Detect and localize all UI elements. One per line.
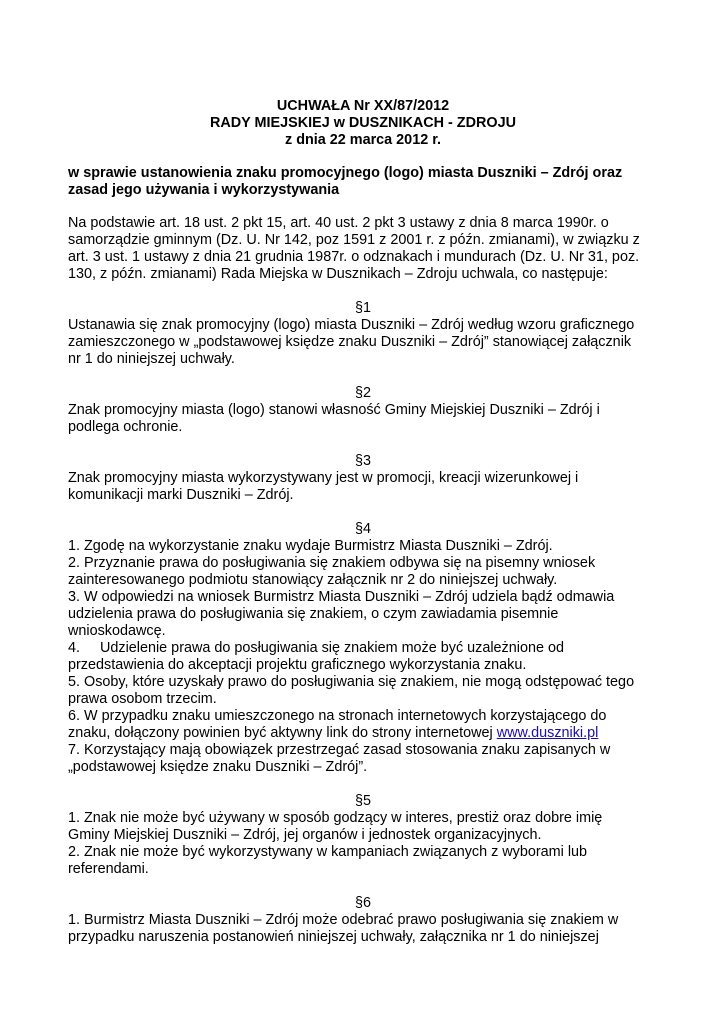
text-line: 2. Znak nie może być wykorzystywany w kampaniach związanych z wyborami lub — [68, 844, 588, 860]
section-2-text — [68, 402, 658, 436]
section-1-text — [68, 317, 658, 368]
text-line: 1. Burmistrz Miasta Duszniki – Zdrój może odebrać prawo posługiwania się znakiem w — [68, 912, 619, 928]
text-line: „podstawowej księdze znaku Duszniki – Zdrój”. — [68, 759, 368, 775]
text-line: wnioskodawcę. — [68, 623, 166, 639]
title-line: RADY MIEJSKIEJ w DUSZNIKACH - ZDROJU — [210, 115, 516, 131]
text-line: Gminy Miejskiej Duszniki – Zdrój, jej organów i jednostek organizacyjnych. — [68, 827, 542, 843]
section-heading-3: §3 — [354, 453, 371, 469]
text-line: udzielenia prawa do posługiwania się znakiem, o czym zawiadamia pisemnie — [68, 606, 559, 622]
preamble-line: art. 3 ust. 1 ustawy z dnia 21 grudnia 1987r. o odznakach i mundurach (Dz. U. Nr 31, poz. — [68, 249, 640, 265]
text-line: zainteresowanego podmiotu stanowiący załącznik nr 2 do niniejszej uchwały. — [68, 572, 558, 588]
text-line: 1. Zgodę na wykorzystanie znaku wydaje Burmistrz Miasta Duszniki – Zdrój. — [68, 538, 553, 554]
text-fragment: znaku, dołączony powinien być aktywny link do strony internetowej — [68, 725, 497, 741]
subject-line: zasad jego używania i wykorzystywania — [68, 182, 340, 198]
preamble-line: 130, z późn. zmianami) Rada Miejska w Dusznikach – Zdroju uchwala, co następuje: — [68, 266, 608, 282]
text-line: 2. Przyznanie prawa do posługiwania się znakiem odbywa się na pisemny wniosek — [68, 555, 596, 571]
text-line: 4. Udzielenie prawa do posługiwania się znakiem może być uzależnione od — [68, 640, 564, 656]
text-line-with-link — [68, 725, 658, 742]
subject-line: w sprawie ustanowienia znaku promocyjnego (logo) miasta Duszniki – Zdrój oraz — [68, 165, 623, 181]
section-heading-2: §2 — [354, 385, 371, 401]
text-line: Znak promocyjny miasta wykorzystywany jest w promocji, kreacji wizerunkowej i — [68, 470, 579, 486]
document-page — [68, 98, 658, 946]
text-line: podlega ochronie. — [68, 419, 183, 435]
text-line: 5. Osoby, które uzyskały prawo do posługiwania się znakiem, nie mogą odstępować tego — [68, 674, 635, 690]
section-heading-1: §1 — [354, 300, 371, 316]
section-6-text — [68, 912, 658, 946]
section-3-text — [68, 470, 658, 504]
text-line: Ustanawia się znak promocyjny (logo) miasta Duszniki – Zdrój według wzoru graficznego — [68, 317, 635, 333]
document-subject — [68, 165, 658, 199]
text-line: 3. W odpowiedzi na wniosek Burmistrz Miasta Duszniki – Zdrój udziela bądź odmawia — [68, 589, 615, 605]
text-line: przypadku naruszenia postanowień niniejszej uchwały, załącznika nr 1 do niniejszej — [68, 929, 599, 945]
text-line: 7. Korzystający mają obowiązek przestrzegać zasad stosowania znaku zapisanych w — [68, 742, 611, 758]
section-heading-5: §5 — [354, 793, 371, 809]
section-heading-6: §6 — [354, 895, 371, 911]
text-line: prawa osobom trzecim. — [68, 691, 217, 707]
duszniki-website-link[interactable]: www.duszniki.pl — [496, 725, 599, 741]
preamble — [68, 215, 658, 283]
text-line: nr 1 do niniejszej uchwały. — [68, 351, 235, 367]
text-line: 6. W przypadku znaku umieszczonego na stronach internetowych korzystającego do — [68, 708, 607, 724]
title-line: UCHWAŁA Nr XX/87/2012 — [276, 98, 450, 114]
text-line: komunikacji marki Duszniki – Zdrój. — [68, 487, 294, 503]
text-line: Znak promocyjny miasta (logo) stanowi własność Gminy Miejskiej Duszniki – Zdrój i — [68, 402, 600, 418]
preamble-line: samorządzie gminnym (Dz. U. Nr 142, poz 1591 z 2001 r. z późn. zmianami), w związku z — [68, 232, 640, 248]
text-line: zamieszczonego w „podstawowej księdze znaku Duszniki – Zdrój” stanowiącej załącznik — [68, 334, 632, 350]
text-line: 1. Znak nie może być używany w sposób godzący w interes, prestiż oraz dobre imię — [68, 810, 603, 826]
section-5-text — [68, 810, 658, 878]
document-title — [68, 98, 658, 149]
title-line: z dnia 22 marca 2012 r. — [285, 132, 441, 148]
text-line: przedstawienia do akceptacji projektu graficznego wykorzystania znaku. — [68, 657, 527, 673]
preamble-line: Na podstawie art. 18 ust. 2 pkt 15, art. 40 ust. 2 pkt 3 ustawy z dnia 8 marca 1990r. o — [68, 215, 609, 231]
text-line: referendami. — [68, 861, 149, 877]
section-4-text — [68, 538, 658, 776]
section-heading-4: §4 — [354, 521, 371, 537]
